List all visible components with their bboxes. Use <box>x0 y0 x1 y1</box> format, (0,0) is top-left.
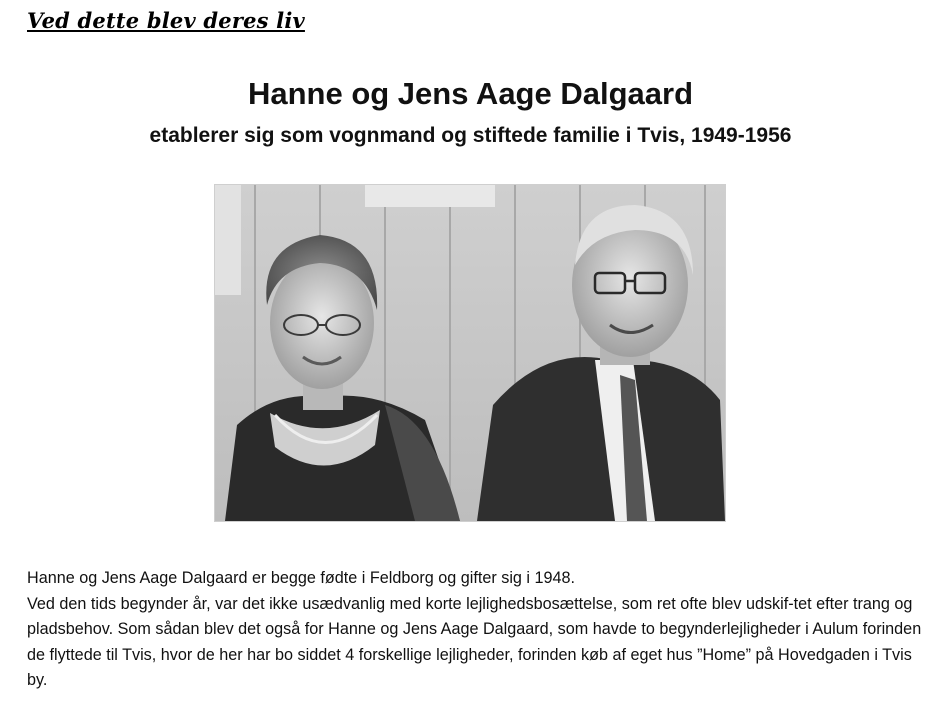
portrait-photo-icon <box>215 185 725 521</box>
page-title: Hanne og Jens Aage Dalgaard <box>247 76 694 111</box>
page-subtitle: etablerer sig som vognmand og stiftede familie i Tvis, 1949-1956 <box>149 124 792 147</box>
body-intro-line: Hanne og Jens Aage Dalgaard er begge fødte i Feldborg og gifter sig i 1948. <box>27 569 576 587</box>
body-text <box>27 566 922 694</box>
couple-photo <box>214 184 726 522</box>
body-paragraph: Ved den tids begynder år, var det ikke usædvanlig med korte lejlighedsbosættelse, som ret ofte blev udskif-tet efter trang og pladsbehov. Som sådan blev det også for Hanne og Jens Aage Dalgaard, som havde to begynderlejligheder i Aulum forinden de flyttede til Tvis, hvor de her har bo siddet 4 forskellige lejligheder, forinden køb af eget hus ”Home” på Hovedgaden i Tvis by. <box>27 594 922 690</box>
page-header-tag: Ved dette blev deres liv <box>27 8 305 33</box>
